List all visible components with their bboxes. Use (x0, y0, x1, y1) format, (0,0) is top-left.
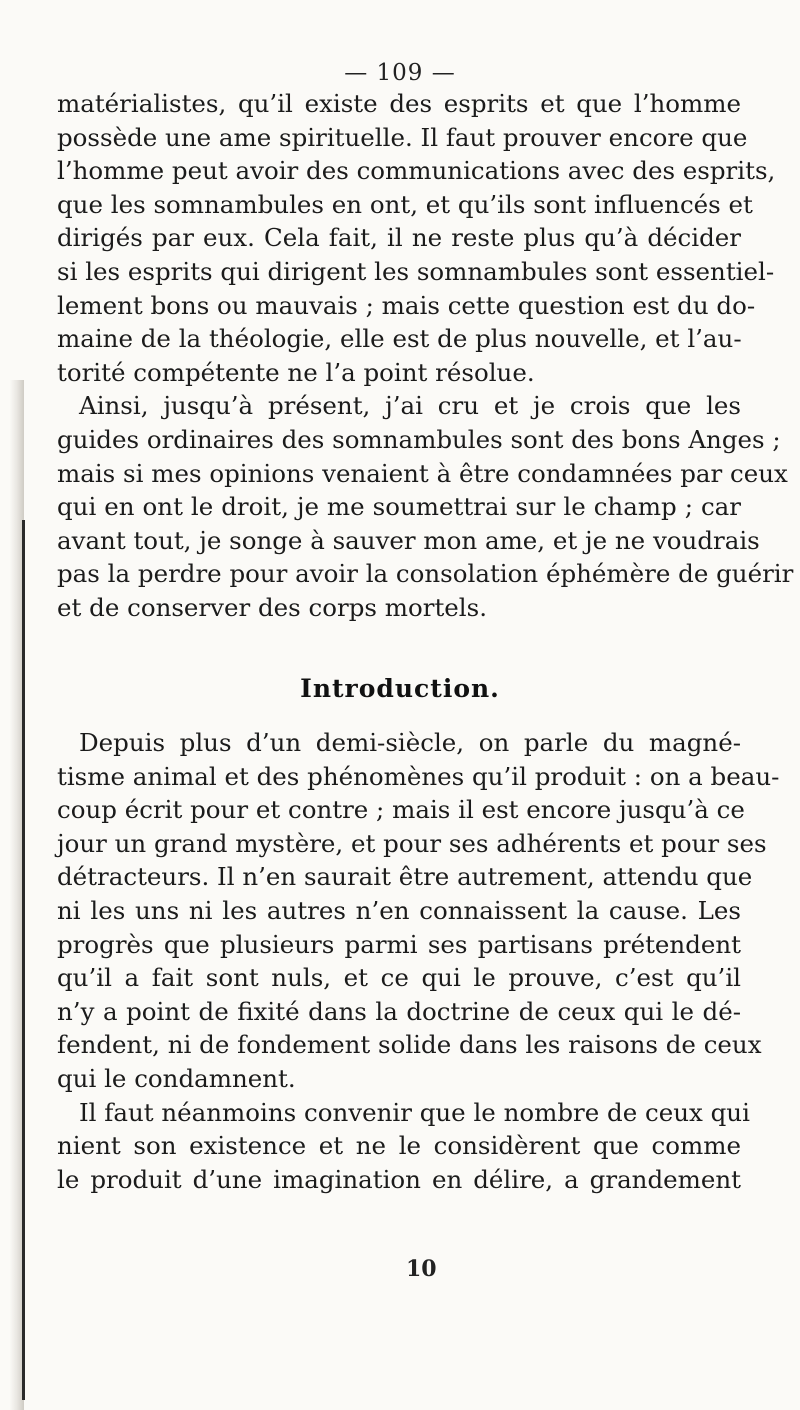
text-line: Il faut néanmoins convenir que le nombre de ceux qui (79, 1097, 750, 1127)
text-line: mais si mes opinions venaient à être condamnées par ceux (57, 458, 788, 488)
text-line: Depuis plus d’un demi-siècle, on parle du magné- (79, 728, 741, 757)
text-line: jour un grand mystère, et pour ses adhérents et pour ses (57, 828, 767, 858)
text-line: avant tout, je songe à sauver mon ame, et je ne voudrais (57, 525, 760, 555)
signature-mark: 10 (406, 1256, 437, 1282)
text-line: qui le condamnent. (57, 1063, 296, 1093)
text-line: qui en ont le droit, je me soumettrai sur le champ ; car (57, 492, 741, 522)
text-line: le produit d’une imagination en délire, a grandement (57, 1164, 741, 1194)
paragraph-1 (57, 87, 776, 389)
text-block-upper (57, 87, 794, 625)
text-line: maine de la théologie, elle est de plus nouvelle, et l’au- (57, 324, 742, 354)
text-line: nient son existence et ne le considèrent que comme (57, 1131, 741, 1161)
text-line: pas la perdre pour avoir la consolation éphémère de guérir (57, 559, 794, 589)
text-line: dirigés par eux. Cela fait, il ne reste plus qu’à décider (57, 223, 741, 253)
text-line: coup écrit pour et contre ; mais il est encore jusqu’à ce (57, 795, 745, 825)
text-block-lower (57, 726, 780, 1196)
paragraph-2 (57, 389, 794, 624)
binding-shadow (0, 380, 24, 1410)
text-line: lement bons ou mauvais ; mais cette question est du do- (57, 290, 756, 320)
text-line: si les esprits qui dirigent les somnambules sont essentiel- (57, 256, 775, 286)
text-line: progrès que plusieurs parmi ses partisans prétendent (57, 929, 741, 959)
text-line: détracteurs. Il n’en saurait être autrement, attendu que (57, 862, 753, 892)
paragraph-4 (57, 1096, 750, 1197)
text-line: guides ordinaires des somnambules sont des bons Anges ; (57, 424, 781, 454)
text-line: et de conserver des corps mortels. (57, 592, 487, 622)
section-heading: Introduction. (300, 674, 500, 703)
text-line: torité compétente ne l’a point résolue. (57, 357, 535, 387)
text-line: fendent, ni de fondement solide dans les raisons de ceux (57, 1030, 762, 1060)
text-line: tisme animal et des phénomènes qu’il produit : on a beau- (57, 761, 780, 791)
text-line: n’y a point de fixité dans la doctrine de ceux qui le dé- (57, 996, 741, 1026)
text-line: matérialistes, qu’il existe des esprits et que l’homme (57, 89, 741, 118)
text-line: Ainsi, jusqu’à présent, j’ai cru et je crois que les (79, 391, 741, 421)
text-line: l’homme peut avoir des communications avec des esprits, (57, 156, 776, 186)
binding-edge (22, 520, 25, 1400)
text-line: qu’il a fait sont nuls, et ce qui le prouve, c’est qu’il (57, 963, 741, 993)
text-line: ni les uns ni les autres n’en connaissent la cause. Les (57, 895, 741, 925)
paragraph-3 (57, 726, 780, 1096)
text-line: possède une ame spirituelle. Il faut prouver encore que (57, 122, 748, 152)
page-number: — 109 — (344, 60, 456, 86)
text-line: que les somnambules en ont, et qu’ils sont influencés et (57, 189, 753, 219)
